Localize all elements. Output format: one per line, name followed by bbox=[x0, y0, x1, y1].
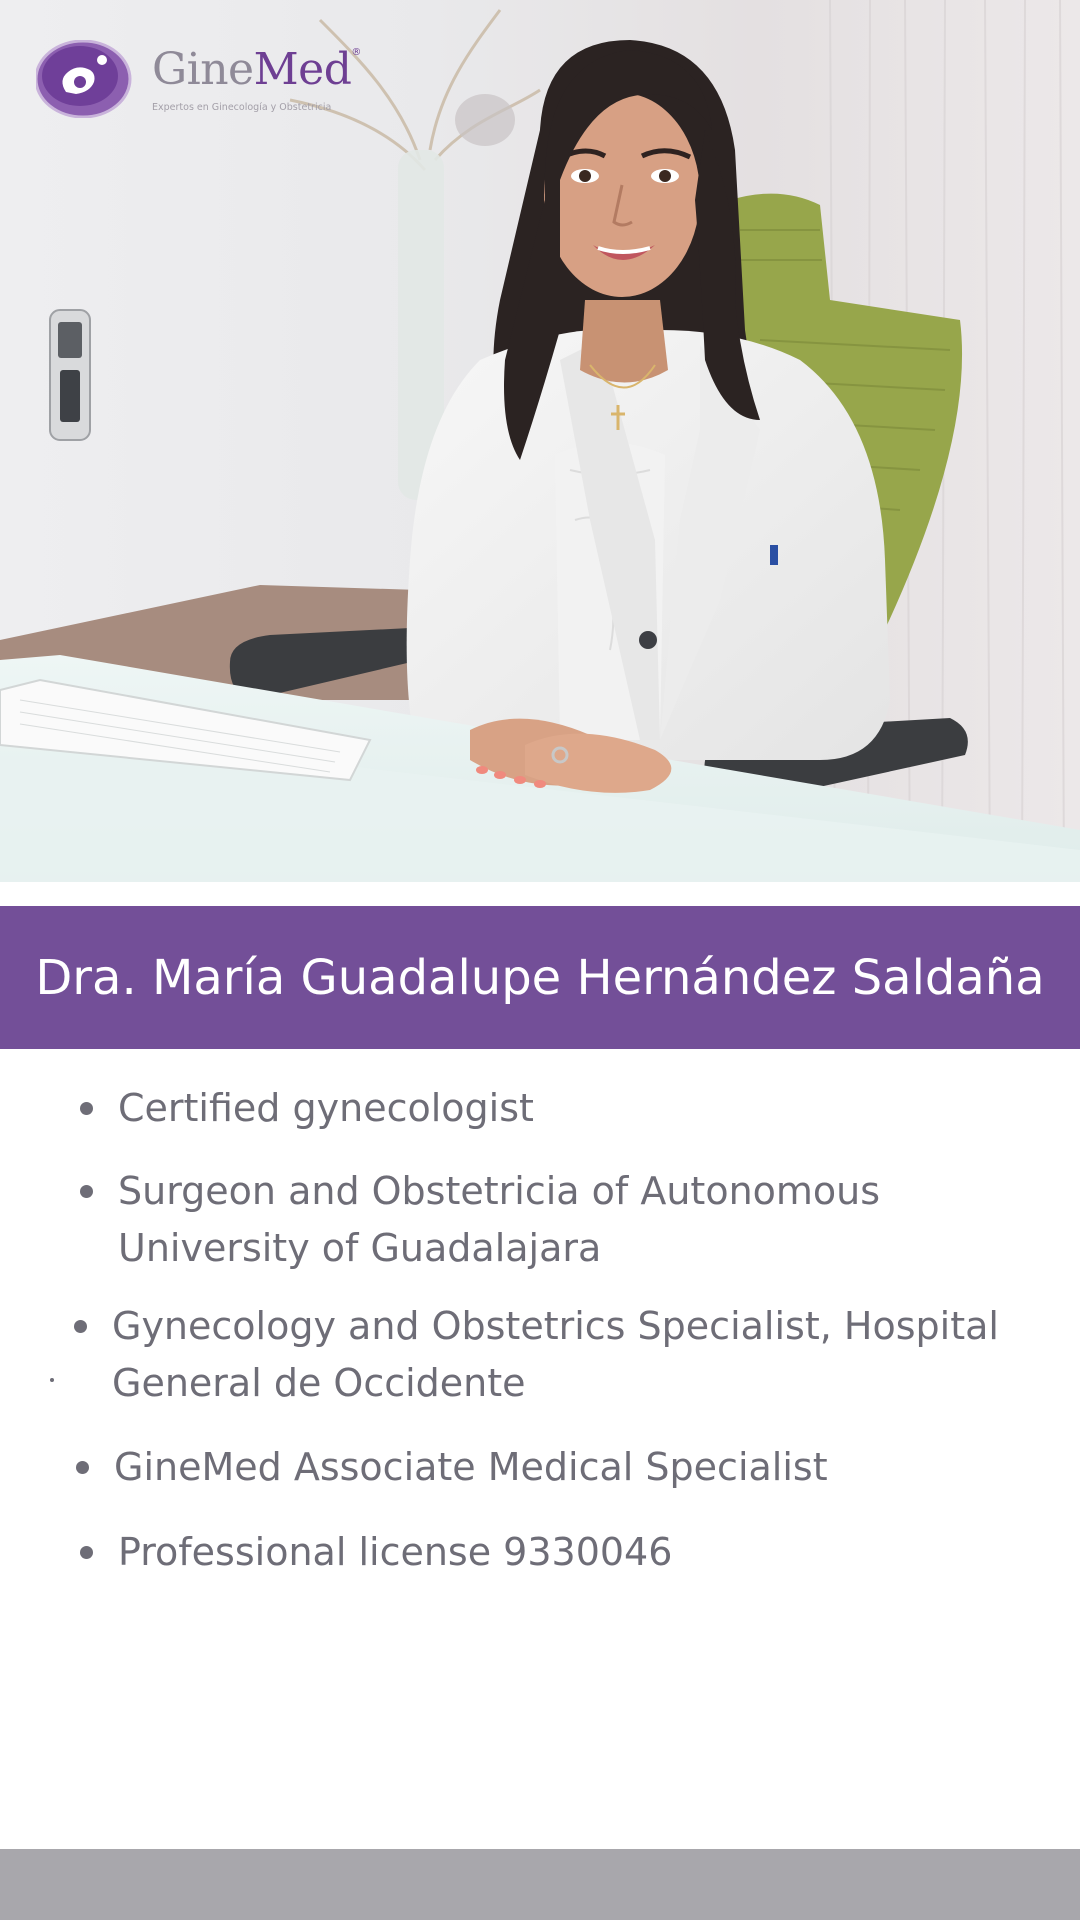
brand-part2: Med bbox=[253, 44, 352, 95]
credential-item bbox=[118, 1524, 1048, 1581]
credential-line: Professional license 9330046 bbox=[118, 1530, 673, 1574]
bullet-icon bbox=[74, 1320, 87, 1333]
credential-item bbox=[114, 1439, 1044, 1496]
ginemed-wordmark bbox=[152, 44, 361, 95]
brand-part1: Gine bbox=[152, 44, 254, 95]
logo-tagline: Expertos en Ginecología y Obstetricia bbox=[152, 102, 332, 113]
registered-mark: ® bbox=[351, 47, 361, 58]
credential-item bbox=[118, 1163, 1048, 1277]
footer-bar bbox=[0, 1849, 1080, 1920]
bullet-icon bbox=[80, 1546, 93, 1559]
credential-line: Surgeon and Obstetricia of Autonomous bbox=[118, 1169, 881, 1213]
doctor-name: Dra. María Guadalupe Hernández Saldaña bbox=[35, 949, 1045, 1006]
bullet-icon bbox=[80, 1102, 93, 1115]
doctor-photo-illustration bbox=[0, 0, 1080, 882]
credential-line: Gynecology and Obstetrics Specialist, Hospital bbox=[112, 1304, 999, 1348]
credential-line: University of Guadalajara bbox=[118, 1226, 602, 1270]
name-banner bbox=[0, 906, 1080, 1049]
credential-line: GineMed Associate Medical Specialist bbox=[114, 1445, 828, 1489]
ginemed-emblem-icon bbox=[36, 40, 132, 118]
bullet-icon bbox=[76, 1461, 89, 1474]
credential-line: Certified gynecologist bbox=[118, 1086, 534, 1130]
bullet-icon bbox=[80, 1185, 93, 1198]
credential-item bbox=[112, 1298, 1042, 1412]
credential-item bbox=[118, 1080, 1048, 1137]
credential-line: General de Occidente bbox=[112, 1361, 526, 1405]
doctor-photo bbox=[0, 0, 1080, 882]
ginemed-logo bbox=[36, 40, 366, 120]
stray-dot bbox=[50, 1378, 54, 1382]
